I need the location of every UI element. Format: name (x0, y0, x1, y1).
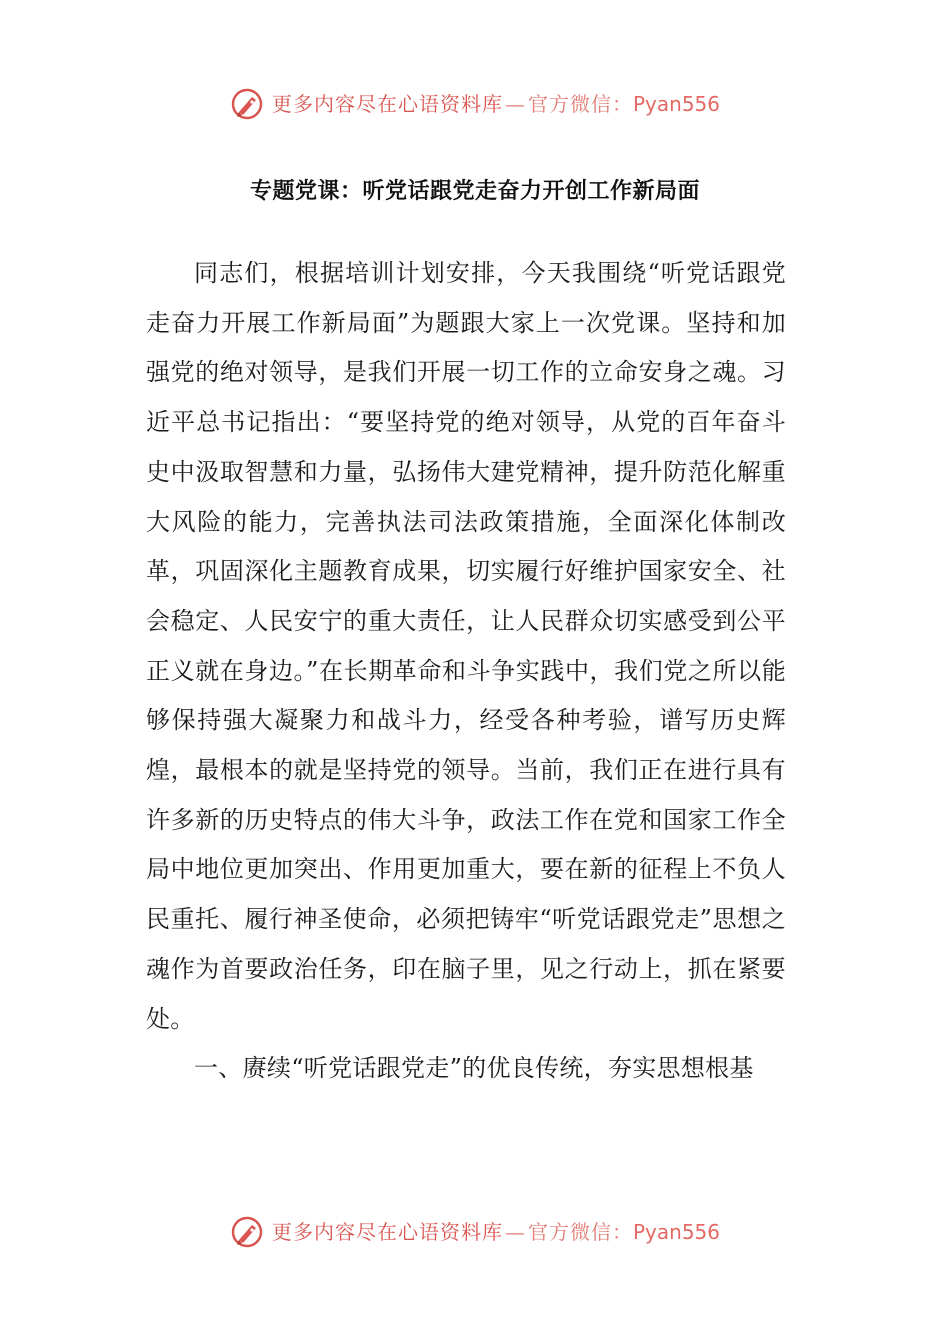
watermark-banner-bottom (0, 1208, 950, 1256)
watermark-wechat-id: Pyan556 (632, 92, 720, 116)
section-heading: 一、赓续“听党话跟党走”的优良传统，夯实思想根基 (194, 1054, 754, 1083)
pen-nib-circle-icon (230, 1215, 264, 1249)
watermark-brand: 更多内容尽在心语资料库 (271, 92, 503, 116)
watermark-brand: 更多内容尽在心语资料库 (271, 1220, 503, 1244)
watermark-text (272, 94, 720, 114)
pen-nib-circle-icon (230, 87, 264, 121)
watermark-label: 官方微信： (527, 92, 633, 116)
document-body (146, 249, 786, 1094)
watermark-separator: — (504, 92, 526, 116)
watermark-separator: — (504, 1220, 526, 1244)
watermark-banner-top (0, 80, 950, 128)
document-title: 专题党课：听党话跟党走奋力开创工作新局面 (249, 179, 700, 204)
watermark-text (272, 1222, 720, 1242)
watermark-wechat-id: Pyan556 (632, 1220, 720, 1244)
body-paragraph: 同志们，根据培训计划安排，今天我围绕“听党话跟党走奋力开展工作新局面”为题跟大家上一次党课。坚持和加强党的绝对领导，是我们开展一切工作的立命安身之魂。习近平总书记指出：“要坚持党的绝对领导，从党的百年奋斗史中汲取智慧和力量，弘扬伟大建党精神，提升防范化解重大风险的能力，完善执法司法政策措施，全面深化体制改革，巩固深化主题教育成果，切实履行好维护国家安全、社会稳定、人民安宁的重大责任，让人民群众切实感受到公平正义就在身边。”在长期革命和斗争实践中，我们党之所以能够保持强大凝聚力和战斗力，经受各种考验，谱写历史辉煌，最根本的就是坚持党的领导。当前，我们正在进行具有许多新的历史特点的伟大斗争，政法工作在党和国家工作全局中地位更加突出、作用更加重大，要在新的征程上不负人民重托、履行神圣使命，必须把铸牢“听党话跟党走”思想之魂作为首要政治任务，印在脑子里，见之行动上，抓在紧要处。 (146, 259, 786, 1033)
watermark-label: 官方微信： (527, 1220, 633, 1244)
